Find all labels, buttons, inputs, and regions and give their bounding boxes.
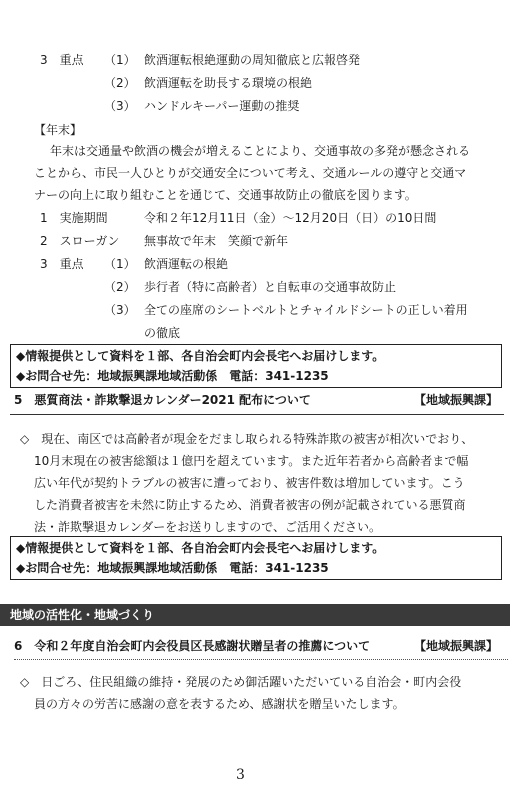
focus-item-3-num: （3） xyxy=(104,99,136,113)
slogan-value: 無事故で年末 笑顔で新年 xyxy=(144,234,289,248)
yearend-para-line-2: ことから、市民一人ひとりが交通安全について考え、交通ルールの遵守と交通マ xyxy=(34,166,467,180)
section-6-para-line-2: 員の方々の労苦に感謝の意を表するため、感謝状を贈呈いたします。 xyxy=(34,697,405,711)
section-5-title: 5 悪質商法・詐欺撃退カレンダー2021 配布について xyxy=(14,393,311,407)
section-6-title: 6 令和２年度自治会町内会役員区長感謝状贈呈者の推薦について xyxy=(14,639,371,653)
notice-info-line: ◆情報提供として資料を１部、各自治会町内会長宅へお届けします。 xyxy=(16,541,385,555)
notice-box xyxy=(10,344,502,388)
section-6-para-line-1: ◇ 日ごろ、住民組織の維持・発展のため御活躍いただいている自治会・町内会役 xyxy=(20,675,462,689)
yearend-focus-3-cont: の徹底 xyxy=(144,326,181,340)
yearend-para-line-1: 年末は交通量や飲酒の機会が増えることにより、交通事故の多発が懸念される xyxy=(50,144,471,158)
notice-contact-line: ◆お問合せ先：地域振興課地域活動係 電話：341-1235 xyxy=(16,561,329,575)
category-banner-title: 地域の活性化・地域づくり xyxy=(10,608,155,622)
section-5-para-line-1: ◇ 現在、南区では高齢者が現金をだまし取られる特殊詐欺の被害が相次いでおり、 xyxy=(20,432,474,446)
period-label: 1 実施期間 xyxy=(40,211,108,225)
section-5-para-line-2: 10月末現在の被害総額は１億円を超えています。また近年若者から高齢者まで幅 xyxy=(34,454,469,468)
yearend-focus-3-text: 全ての座席のシートベルトとチャイルドシートの正しい着用 xyxy=(144,303,468,317)
focus-item-1-text: 飲酒運転根絶運動の周知徹底と広報啓発 xyxy=(144,53,361,67)
yearend-focus-1-num: （1） xyxy=(104,257,136,271)
yearend-para-line-3: ナーの向上に取り組むことを通じて、交通事故防止の徹底を図ります。 xyxy=(34,188,417,202)
focus-item-2-text: 飲酒運転を助長する環境の根絶 xyxy=(144,76,313,90)
notice-info-line: ◆情報提供として資料を１部、各自治会町内会長宅へお届けします。 xyxy=(16,349,385,363)
category-banner xyxy=(0,604,510,626)
section-5-rule xyxy=(10,414,504,415)
section-5-para-line-5: 法・詐欺撃退カレンダーをお送りしますので、ご活用ください。 xyxy=(34,520,381,534)
focus-item-3-text: ハンドルキーパー運動の推奨 xyxy=(144,99,300,113)
yearend-focus-label: 3 重点 xyxy=(40,257,84,271)
section-5-para-line-4: した消費者被害を未然に防止するため、消費者被害の例が記載されている悪質商 xyxy=(34,498,466,512)
yearend-focus-1-text: 飲酒運転の根絶 xyxy=(144,257,229,271)
focus-heading: 3 重点 xyxy=(40,53,84,67)
yearend-focus-2-text: 歩行者（特に高齢者）と自転車の交通事故防止 xyxy=(144,280,397,294)
focus-item-1-num: （1） xyxy=(104,53,136,67)
focus-item-2-num: （2） xyxy=(104,76,136,90)
notice-contact-line: ◆お問合せ先：地域振興課地域活動係 電話：341-1235 xyxy=(16,369,329,383)
yearend-focus-3-num: （3） xyxy=(104,303,136,317)
slogan-label: 2 スローガン xyxy=(40,234,120,248)
page-number: 3 xyxy=(236,767,245,783)
section-5-dept: 【地域振興課】 xyxy=(414,393,499,407)
section-6-dotted-rule xyxy=(14,659,508,660)
notice-box xyxy=(10,536,502,580)
section-5-para-line-3: 広い年代が契約トラブルの被害に遭っており、被害件数は増加しています。こう xyxy=(34,476,465,490)
period-value: 令和２年12月11日（金）～12月20日（日）の10日間 xyxy=(144,211,437,225)
section-6-dept: 【地域振興課】 xyxy=(414,639,499,653)
yearend-focus-2-num: （2） xyxy=(104,280,136,294)
yearend-heading: 【年末】 xyxy=(34,123,83,137)
